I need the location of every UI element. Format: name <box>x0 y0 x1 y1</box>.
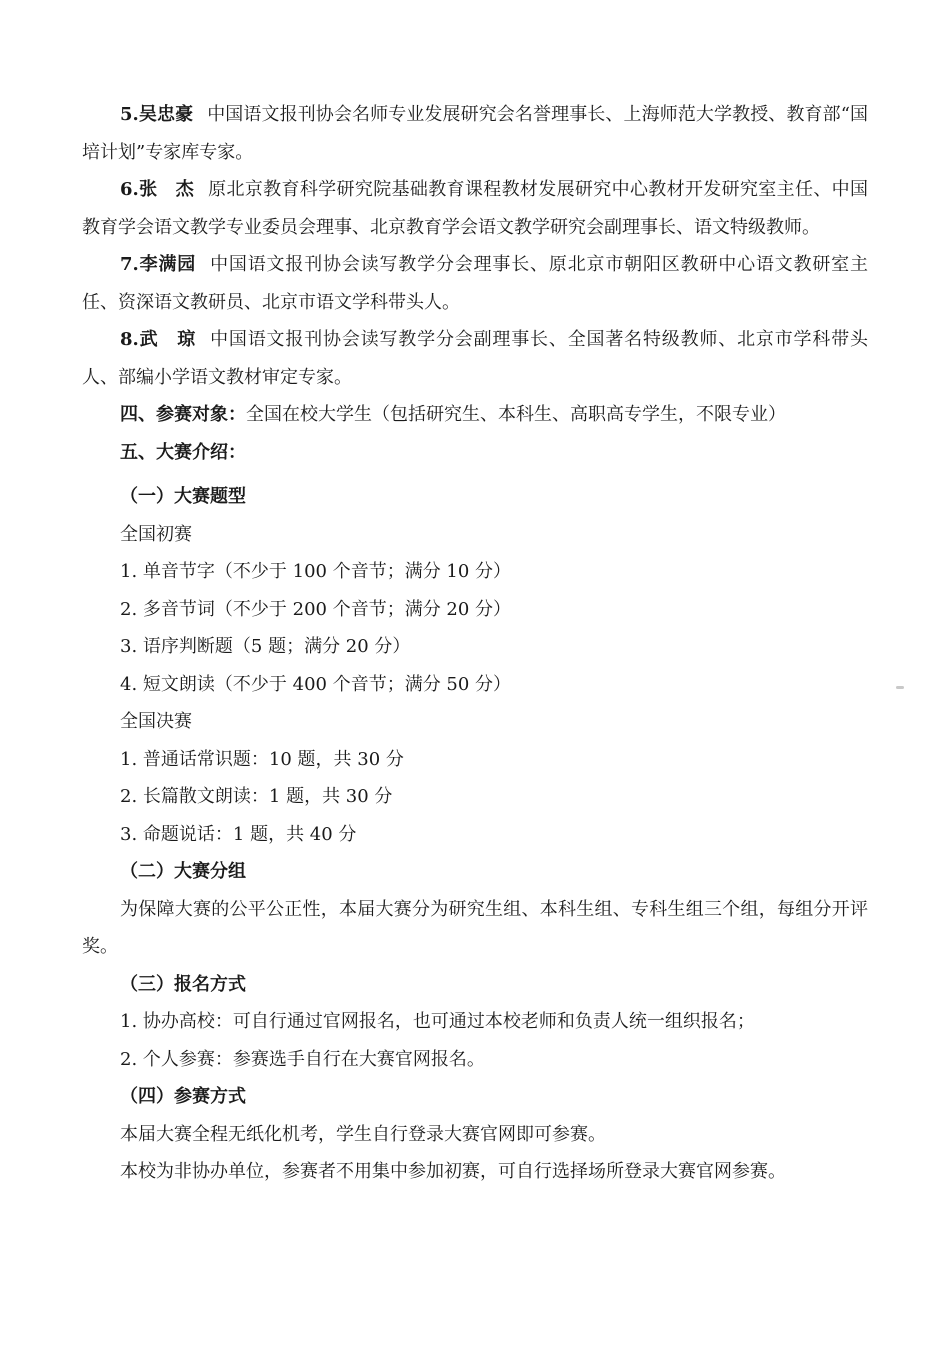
subsection-groups-heading: （二）大赛分组 <box>120 861 246 882</box>
expert-number: 7. <box>120 254 139 275</box>
final-title: 全国决赛 <box>120 711 192 732</box>
expert-description: 中国语文报刊协会名师专业发展研究会名誉理事长、上海师范大学教授、教育部“国培计划”专家库专家。 <box>82 104 869 163</box>
expert-number: 5. <box>120 104 139 125</box>
subsection-participation-heading: （四）参赛方式 <box>120 1086 246 1107</box>
expert-description: 中国语文报刊协会读写教学分会理事长、原北京市朝阳区教研中心语文教研室主任、资深语文教研员、北京市语文学科带头人。 <box>82 254 869 313</box>
expert-entry-5 <box>82 96 868 171</box>
expert-name: 李满园 <box>138 254 197 275</box>
expert-entry-6 <box>82 171 868 246</box>
prelim-item: 3. 语序判断题（5 题；满分 20 分） <box>120 636 411 657</box>
section-heading: 四、参赛对象： <box>120 404 246 425</box>
scan-speck <box>896 686 904 689</box>
participation-line: 本校为非协办单位，参赛者不用集中参加初赛，可自行选择场所登录大赛官网参赛。 <box>120 1161 786 1182</box>
expert-name: 吴忠豪 <box>138 104 194 125</box>
subsection-question-types-heading: （一）大赛题型 <box>120 486 246 507</box>
prelim-item: 2. 多音节词（不少于 200 个音节；满分 20 分） <box>120 598 512 620</box>
expert-name: 武 琼 <box>138 329 197 350</box>
prelim-item: 4. 短文朗读（不少于 400 个音节；满分 50 分） <box>120 673 512 695</box>
expert-description: 中国语文报刊协会读写教学分会副理事长、全国著名特级教师、北京市学科带头人、部编小学语文教材审定专家。 <box>82 329 869 388</box>
prelim-item: 1. 单音节字（不少于 100 个音节；满分 10 分） <box>120 561 512 582</box>
document-body <box>82 96 868 1191</box>
section-participants <box>82 396 868 434</box>
participation-line: 本届大赛全程无纸化机考，学生自行登录大赛官网即可参赛。 <box>120 1123 606 1145</box>
registration-item: 2. 个人参赛：参赛选手自行在大赛官网报名。 <box>120 1048 485 1070</box>
section-text: 全国在校大学生（包括研究生、本科生、高职高专学生，不限专业） <box>246 404 786 425</box>
registration-item: 1. 协办高校：可自行通过官网报名，也可通过本校老师和负责人统一组织报名； <box>120 1011 755 1032</box>
section-intro-heading: 五、大赛介绍： <box>120 441 246 463</box>
final-item: 1. 普通话常识题：10 题，共 30 分 <box>120 748 404 770</box>
final-item: 3. 命题说话：1 题，共 40 分 <box>120 823 357 845</box>
preliminary-title: 全国初赛 <box>120 523 192 545</box>
expert-name: 张 杰 <box>138 179 195 200</box>
expert-number: 6. <box>120 179 139 200</box>
expert-description: 原北京教育科学研究院基础教育课程教材发展研究中心教材开发研究室主任、中国教育学会语文教学专业委员会理事、北京教育学会语文教学研究会副理事长、语文特级教师。 <box>82 179 869 238</box>
groups-text: 为保障大赛的公平公正性，本届大赛分为研究生组、本科生组、专科生组三个组，每组分开评奖。 <box>82 898 868 957</box>
expert-entry-7 <box>82 246 868 321</box>
expert-number: 8. <box>120 329 139 350</box>
subsection-registration-heading: （三）报名方式 <box>120 973 246 995</box>
expert-entry-8 <box>82 321 868 396</box>
final-item: 2. 长篇散文朗读：1 题，共 30 分 <box>120 786 393 807</box>
